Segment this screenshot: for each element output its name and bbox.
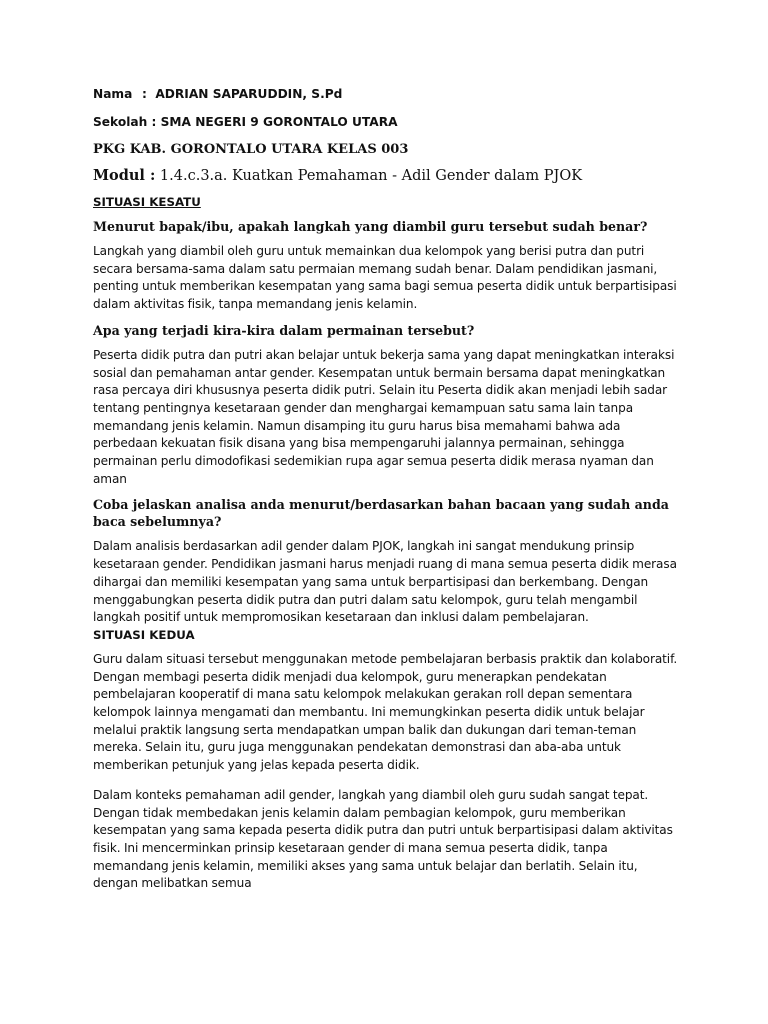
modul-value: 1.4.c.3.a. Kuatkan Pemahaman - Adil Gender dalam PJOK bbox=[159, 168, 583, 184]
nama-separator: : bbox=[142, 87, 147, 101]
answer-2: Peserta didik putra dan putri akan belajar untuk bekerja sama yang dapat meningkatkan interaksi sosial dan pemahaman antar gender. Kesempatan untuk bermain bersama dapat meningkatkan rasa percaya diri khususnya peserta didik putri. Selain itu Peserta didik akan menjadi lebih sadar tentang pentingnya kesetaraan gender dan menghargai kemampuan satu sama lain tanpa memandang jenis kelamin. Namun disamping itu guru harus bisa memahami bahwa ada perbedaan kekuatan fisik disana yang bisa mempengaruhi jalannya permainan, sehingga permainan perlu dimodofikasi sedemikian rupa agar semua peserta didik merasa nyaman dan aman bbox=[93, 347, 675, 486]
nama-line bbox=[93, 86, 678, 102]
sekolah-value: SMA NEGERI 9 GORONTALO UTARA bbox=[160, 115, 398, 129]
nama-value: ADRIAN SAPARUDDIN, S.Pd bbox=[155, 87, 343, 101]
sekolah-line bbox=[93, 114, 678, 130]
question-1: Menurut bapak/ibu, apakah langkah yang diambil guru tersebut sudah benar? bbox=[93, 219, 648, 234]
question-2: Apa yang terjadi kira-kira dalam permainan tersebut? bbox=[93, 322, 475, 338]
nama-label: Nama bbox=[93, 87, 133, 101]
modul-line bbox=[93, 166, 678, 186]
answer-1: Langkah yang diambil oleh guru untuk memainkan dua kelompok yang berisi putra dan putri secara bersama-sama dalam satu permaian memang sudah benar. Dalam pendidikan jasmani, penting untuk memberikan kesempatan yang sama bagi semua peserta didik untuk berpartisipasi dalam aktivitas fisik, tanpa memandang jenis kelamin. bbox=[93, 244, 677, 312]
pkg-title: PKG KAB. GORONTALO UTARA KELAS 003 bbox=[93, 142, 409, 157]
answer-3: Dalam analisis berdasarkan adil gender dalam PJOK, langkah ini sangat mendukung prinsip kesetaraan gender. Pendidikan jasmani harus menjadi ruang di mana semua peserta didik merasa dihargai dan memiliki kesempatan yang sama untuk berpartisipasi dan berkembang. Dengan menggabungkan peserta didik putra dan putri dalam satu kelompok, guru telah mengambil langkah positif untuk mempromosikan kesetaraan dan inklusi dalam pembelajaran. bbox=[93, 539, 677, 625]
question-3: Coba jelaskan analisa anda menurut/berdasarkan bahan bacaan yang sudah anda baca sebelumnya? bbox=[93, 497, 669, 530]
situasi-kesatu-heading: SITUASI KESATU bbox=[93, 195, 201, 209]
situasi-kedua-paragraph-1: Guru dalam situasi tersebut menggunakan metode pembelajaran berbasis praktik dan kolaboratif. Dengan membagi peserta didik menjadi dua kelompok, guru menerapkan pendekatan pembelajaran kooperatif di mana satu kelompok melakukan gerakan roll depan sementara kelompok lainnya mengamati dan membantu. Ini memungkinkan peserta didik untuk belajar melalui praktik langsung serta mendapatkan umpan balik dan dukungan dari teman-teman mereka. Selain itu, guru juga menggunakan pendekatan demonstrasi dan aba-aba untuk memberikan petunjuk yang jelas kepada peserta didik. bbox=[93, 651, 678, 773]
situasi-kedua-heading: SITUASI KEDUA bbox=[93, 627, 195, 642]
situasi-kedua-paragraph-2: Dalam konteks pemahaman adil gender, langkah yang diambil oleh guru sudah sangat tepat. Dengan tidak membedakan jenis kelamin dalam pembagian kelompok, guru memberikan kesempatan yang sama kepada peserta didik putra dan putri untuk berpartisipasi dalam aktivitas fisik. Ini mencerminkan prinsip kesetaraan gender di mana semua peserta didik, tanpa memandang jenis kelamin, memiliki akses yang sama untuk belajar dan berlatih. Selain itu, dengan melibatkan semua bbox=[93, 787, 673, 891]
modul-label: Modul : bbox=[93, 167, 156, 184]
sekolah-label: Sekolah : bbox=[93, 115, 157, 129]
